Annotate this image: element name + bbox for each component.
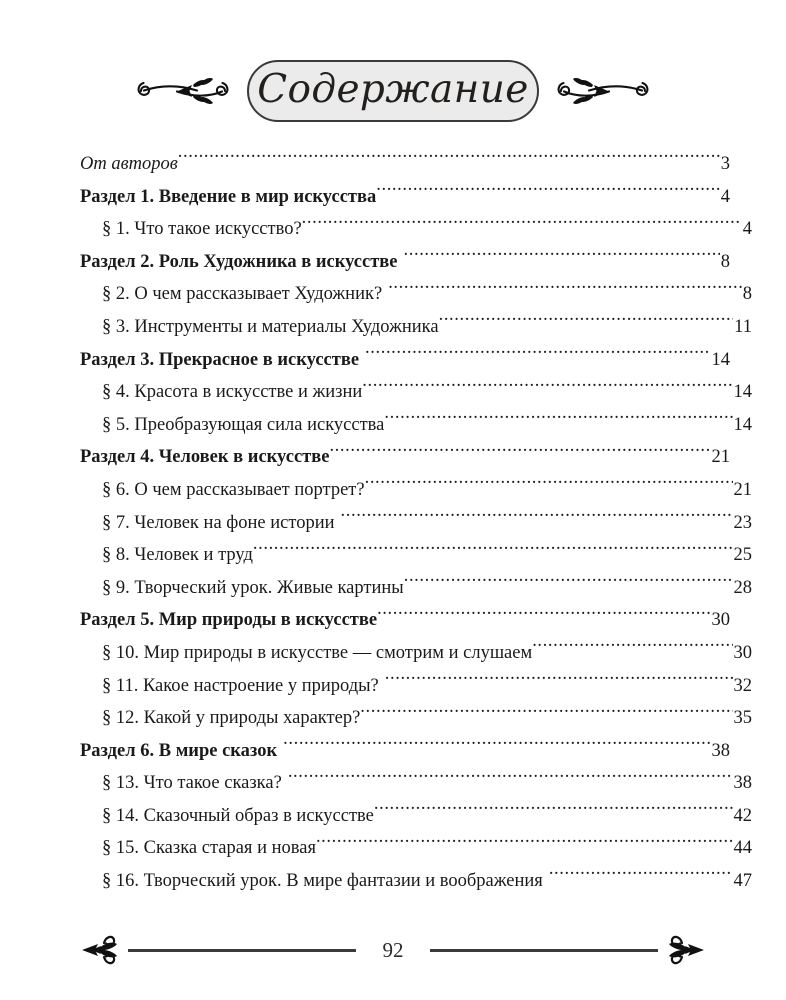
page-number: 92: [382, 937, 404, 962]
toc-entry-page: 47: [733, 871, 752, 892]
table-of-contents: [80, 148, 752, 898]
toc-entry[interactable]: [80, 278, 752, 311]
toc-dot-leader: [360, 705, 732, 724]
toc-dot-leader: [439, 313, 734, 332]
toc-entry-label: Раздел 5. Мир природы в искусстве: [80, 610, 378, 631]
page-title: Содержание: [257, 66, 529, 112]
toc-entry[interactable]: [80, 865, 752, 898]
toc-entry-page: 8: [742, 284, 752, 305]
toc-entry-page: 8: [720, 251, 730, 272]
toc-entry-label: Раздел 6. В мире сказок: [80, 740, 278, 761]
toc-entry[interactable]: [80, 539, 752, 572]
toc-dot-leader: [382, 281, 742, 300]
toc-entry-label: § 7. Человек на фоне истории: [102, 512, 335, 533]
toc-entry-page: 32: [733, 675, 752, 696]
toc-entry-label: § 10. Мир природы в искусстве — смотрим и слушаем: [102, 642, 533, 663]
toc-dot-leader: [316, 835, 733, 854]
toc-entry-label: § 15. Сказка старая и новая: [102, 838, 316, 859]
toc-entry[interactable]: [80, 246, 730, 279]
toc-entry-page: 30: [733, 642, 752, 663]
toc-entry[interactable]: [80, 441, 730, 474]
toc-entry-label: От авторов: [80, 154, 178, 174]
toc-entry-page: 21: [711, 447, 730, 468]
toc-entry[interactable]: [80, 344, 730, 377]
flourish-right-icon: [551, 68, 655, 114]
toc-entry[interactable]: [80, 670, 752, 703]
toc-entry[interactable]: [80, 800, 752, 833]
toc-entry-label: § 12. Какой у природы характер?: [102, 708, 361, 729]
toc-dot-leader: [532, 639, 732, 658]
toc-entry[interactable]: [80, 148, 730, 181]
toc-entry-label: § 5. Преобразующая сила искусства: [102, 414, 385, 435]
toc-entry[interactable]: [80, 507, 752, 540]
toc-entry-page: 38: [733, 773, 752, 794]
toc-entry[interactable]: [80, 311, 752, 344]
toc-entry-page: 30: [711, 610, 730, 631]
page-footer: [0, 928, 786, 972]
toc-dot-leader: [543, 868, 733, 887]
toc-entry-page: 25: [733, 545, 752, 566]
toc-entry-page: 42: [733, 805, 752, 826]
toc-entry[interactable]: [80, 181, 730, 214]
toc-entry-label: § 13. Что такое сказка?: [102, 773, 282, 794]
toc-entry[interactable]: [80, 702, 752, 735]
toc-dot-leader: [178, 151, 720, 170]
toc-entry-label: § 3. Инструменты и материалы Художника: [102, 316, 439, 337]
toc-entry-page: 4: [742, 219, 752, 240]
toc-dot-leader: [404, 574, 733, 593]
toc-dot-leader: [362, 379, 732, 398]
toc-entry-label: § 8. Человек и труд: [102, 545, 253, 566]
toc-entry-label: § 2. О чем рассказывает Художник?: [102, 284, 383, 305]
toc-dot-leader: [282, 770, 733, 789]
toc-entry-label: Раздел 4. Человек в искусстве: [80, 447, 330, 468]
toc-entry-page: 3: [720, 154, 730, 174]
toc-entry-page: 23: [733, 512, 752, 533]
toc-entry-page: 35: [733, 708, 752, 729]
toc-entry-label: Раздел 2. Роль Художника в искусстве: [80, 251, 398, 272]
toc-entry[interactable]: [80, 637, 752, 670]
toc-dot-leader: [253, 542, 733, 561]
toc-entry-label: Раздел 1. Введение в мир искусства: [80, 186, 377, 207]
toc-entry-page: 14: [733, 382, 752, 403]
toc-dot-leader: [335, 509, 733, 528]
toc-dot-leader: [302, 216, 742, 235]
toc-entry-label: § 11. Какое настроение у природы?: [102, 675, 379, 696]
flourish-left-icon: [131, 68, 235, 114]
toc-entry-page: 14: [711, 349, 730, 370]
toc-entry[interactable]: [80, 767, 752, 800]
toc-entry-page: 38: [711, 740, 730, 761]
toc-dot-leader: [277, 737, 710, 756]
footer-rule-left: [128, 949, 356, 952]
toc-entry-label: Раздел 3. Прекрасное в искусстве: [80, 349, 360, 370]
toc-dot-leader: [376, 183, 720, 202]
toc-dot-leader: [359, 346, 710, 365]
toc-entry-label: § 9. Творческий урок. Живые картины: [102, 577, 404, 598]
toc-entry-page: 44: [733, 838, 752, 859]
toc-entry[interactable]: [80, 376, 752, 409]
footer-rule-right: [430, 949, 658, 952]
toc-entry[interactable]: [80, 409, 752, 442]
page-header: [0, 52, 786, 130]
toc-dot-leader: [398, 248, 720, 267]
toc-entry-page: 11: [734, 316, 752, 337]
toc-dot-leader: [365, 476, 733, 495]
toc-entry-label: § 1. Что такое искусство?: [102, 219, 302, 240]
toc-entry[interactable]: [80, 604, 730, 637]
toc-dot-leader: [329, 444, 710, 463]
toc-entry-label: § 4. Красота в искусстве и жизни: [102, 382, 363, 403]
toc-entry[interactable]: [80, 735, 730, 768]
toc-entry[interactable]: [80, 572, 752, 605]
toc-entry-label: § 16. Творческий урок. В мире фантазии и воображения: [102, 871, 543, 892]
fleuron-right-icon: [662, 930, 708, 970]
toc-dot-leader: [379, 672, 733, 691]
toc-entry-label: § 14. Сказочный образ в искусстве: [102, 805, 374, 826]
toc-dot-leader: [377, 607, 710, 626]
toc-entry-page: 14: [733, 414, 752, 435]
toc-entry[interactable]: [80, 213, 752, 246]
toc-entry-page: 28: [733, 577, 752, 598]
toc-dot-leader: [384, 411, 732, 430]
toc-entry-label: § 6. О чем рассказывает портрет?: [102, 479, 365, 500]
fleuron-left-icon: [78, 930, 124, 970]
toc-entry[interactable]: [80, 832, 752, 865]
toc-entry[interactable]: [80, 474, 752, 507]
toc-dot-leader: [374, 802, 733, 821]
title-pill: [247, 60, 539, 122]
toc-entry-page: 4: [720, 186, 730, 207]
toc-entry-page: 21: [733, 479, 752, 500]
